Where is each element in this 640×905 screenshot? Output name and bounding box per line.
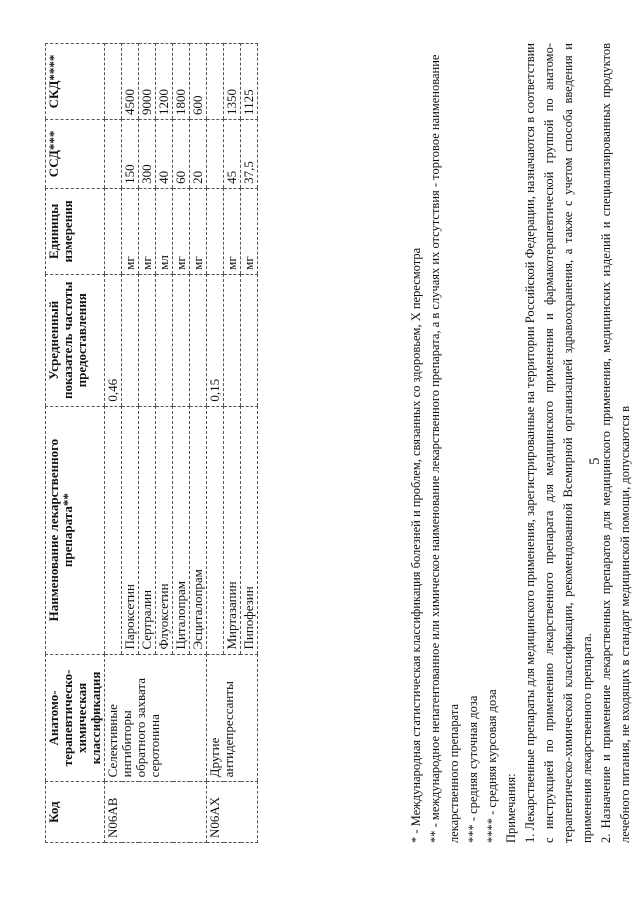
frequency-cell [190, 274, 207, 406]
footnote: *** - средняя суточная доза [466, 695, 480, 843]
frequency-cell [156, 274, 173, 406]
skd-cell: 1800 [173, 44, 190, 120]
frequency-cell [241, 274, 258, 406]
group-atc: Другие антидепрессанты [207, 654, 258, 782]
frequency-cell [173, 274, 190, 406]
drug-standard-table [45, 43, 258, 843]
skd-cell: 4500 [122, 44, 139, 120]
footnote: * - Международная статистическая классификация болезней и проблем, связанных со здоровьем, X пересмотра [409, 247, 423, 843]
drug-name: Сертралин [139, 406, 156, 654]
skd-cell: 600 [190, 44, 207, 120]
drug-name: Миртазапин [224, 406, 241, 654]
table-header-row [46, 44, 105, 843]
footnote: **** - средняя курсовая доза [485, 689, 499, 843]
frequency-cell [122, 274, 139, 406]
table-row [105, 44, 122, 843]
group-frequency: 0,46 [105, 274, 122, 406]
header-drug: Наименование лекарственного препарата** [46, 406, 105, 654]
header-atc: Анатомо-терапевтическо-химическая классификация [46, 654, 105, 782]
header-frequency: Усредненный показатель частоты предоставления [46, 274, 105, 406]
drug-name: Пароксетин [122, 406, 139, 654]
drug-name [207, 406, 224, 654]
ssd-cell: 40 [156, 119, 173, 188]
header-code: Код [46, 782, 105, 843]
frequency-cell [139, 274, 156, 406]
ssd-cell: 150 [122, 119, 139, 188]
ssd-cell: 45 [224, 119, 241, 188]
frequency-cell [224, 274, 241, 406]
drug-name [105, 406, 122, 654]
skd-cell: 9000 [139, 44, 156, 120]
header-skd: СКД**** [46, 44, 105, 120]
note-paragraph: 2. Назначение и применение лекарственных препаратов для медицинского применения, медицинских изделий и специализированных продуктов лечебного питания, не входящих в стандарт медицинской помощи, допускаются в [599, 43, 632, 843]
ssd-cell: 20 [190, 119, 207, 188]
group-frequency: 0,15 [207, 274, 224, 406]
note-paragraph: 1. Лекарственные препараты для медицинского применения, зарегистрированные на территории Российской Федерации, назначаются в соответствии с инструкцией по применению лекарственного препарата для медицинского применения и фармакотерапевтической группой по анатомо-терапевтическо-химической классификации, рекомендованной Всемирной организацией здравоохранения, а также с учетом способа введения и применения лекарственного препарата. [523, 43, 594, 843]
ssd-cell: 60 [173, 119, 190, 188]
drug-name: Флуоксетин [156, 406, 173, 654]
header-ssd: ССД*** [46, 119, 105, 188]
footnote: ** - международное непатентованное или химическое наименование лекарственного препарата, а в случаях их отсутствия - торговое наименование лекарственного препарата [428, 54, 461, 843]
drug-name: Циталопрам [173, 406, 190, 654]
unit-cell: мл [156, 188, 173, 274]
ssd-cell [207, 119, 224, 188]
unit-cell [105, 188, 122, 274]
unit-cell: мг [139, 188, 156, 274]
notes-title: Примечания: [504, 773, 518, 843]
group-code: N06AB [105, 782, 207, 843]
skd-cell: 1125 [241, 44, 258, 120]
unit-cell: мг [241, 188, 258, 274]
group-atc: Селективные ингибиторы обратного захвата серотонина [105, 654, 207, 782]
unit-cell [207, 188, 224, 274]
ssd-cell: 300 [139, 119, 156, 188]
ssd-cell [105, 119, 122, 188]
skd-cell [207, 44, 224, 120]
unit-cell: мг [190, 188, 207, 274]
page-number: 5 [587, 457, 603, 465]
drug-name: Эсциталопрам [190, 406, 207, 654]
drug-name: Пипофезин [241, 406, 258, 654]
group-code: N06AX [207, 782, 258, 843]
unit-cell: мг [122, 188, 139, 274]
skd-cell: 1200 [156, 44, 173, 120]
header-unit: Единицы измерения [46, 188, 105, 274]
table-row [207, 44, 224, 843]
unit-cell: мг [224, 188, 241, 274]
skd-cell [105, 44, 122, 120]
skd-cell: 1350 [224, 44, 241, 120]
unit-cell: мг [173, 188, 190, 274]
notes-section [407, 43, 635, 843]
ssd-cell: 37,5 [241, 119, 258, 188]
